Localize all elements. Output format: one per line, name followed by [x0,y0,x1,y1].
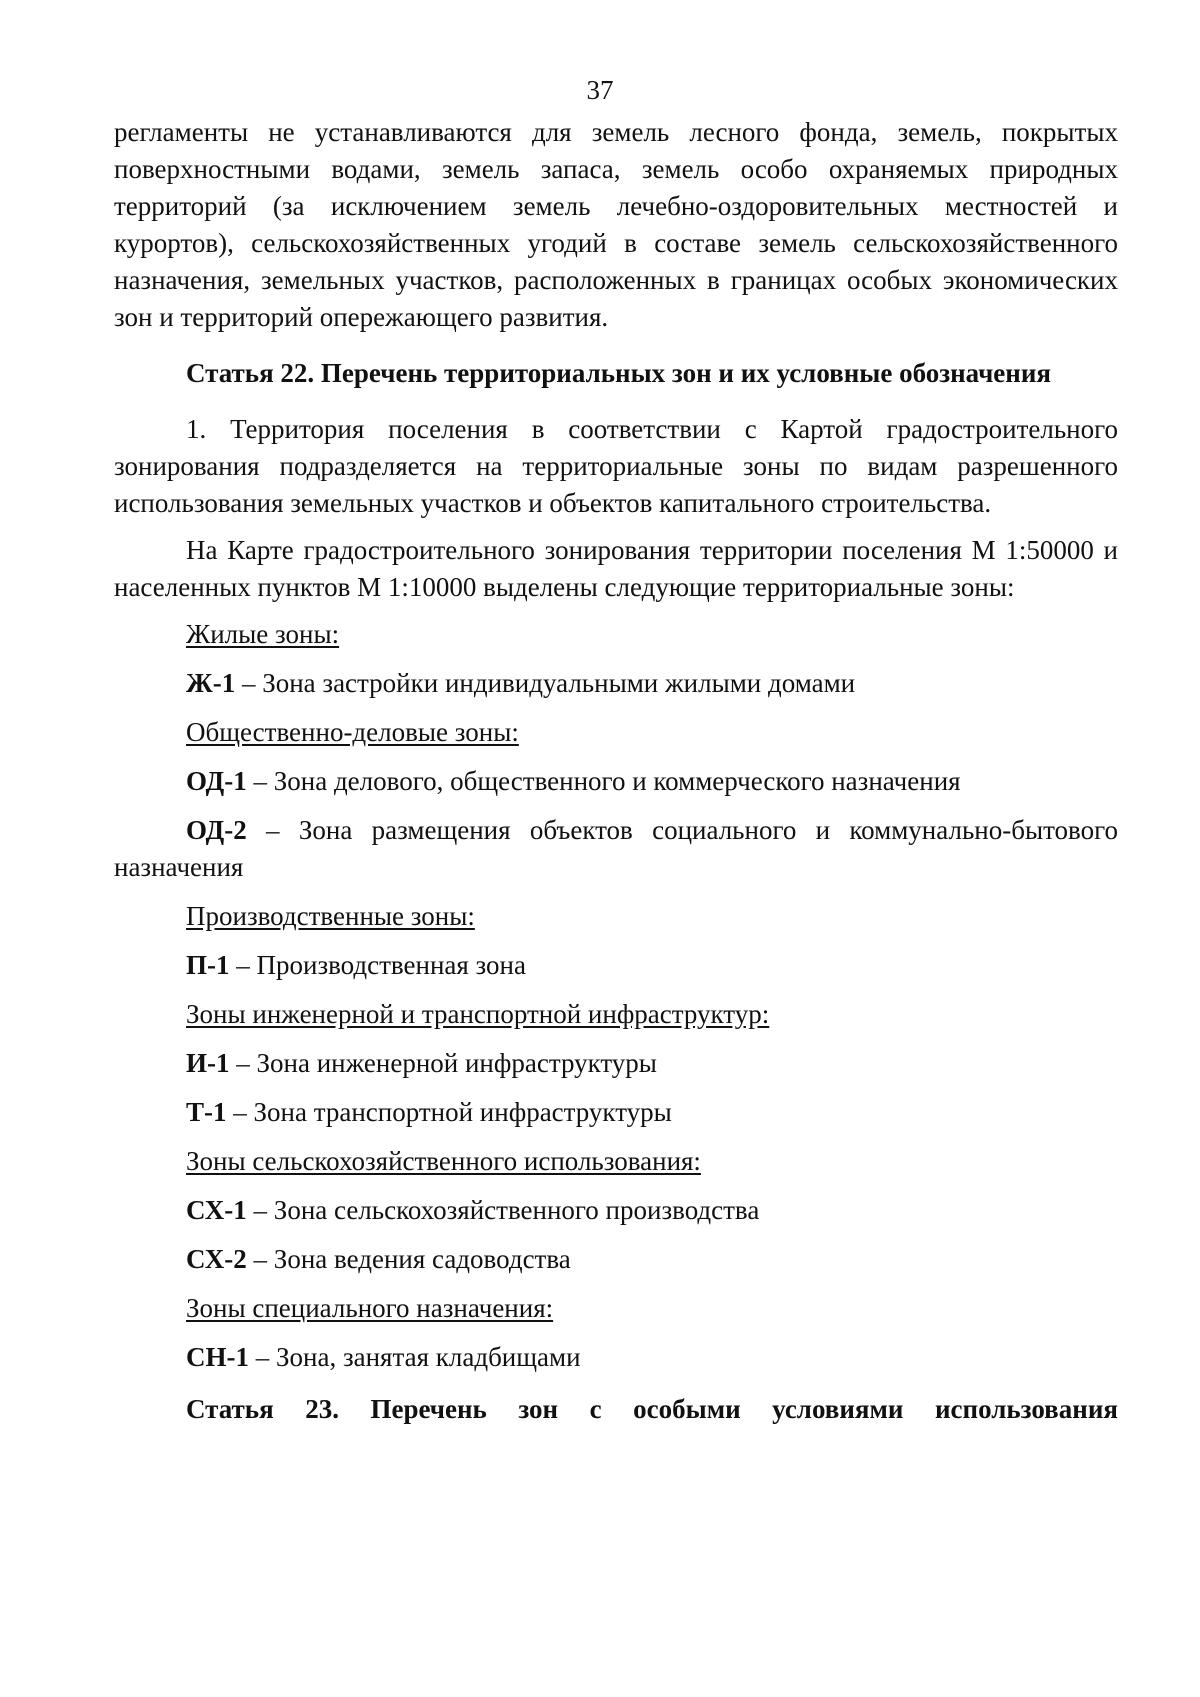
zone-code: ОД-2 [186,815,247,845]
zone-separator: – [229,1048,257,1078]
zone-item-i-1 [114,1045,1118,1082]
zone-group-title-special: Зоны специального назначения: [186,1293,554,1323]
zone-item-od-2 [114,812,1118,886]
zone-separator: – [246,1195,274,1225]
page-number: 37 [586,75,614,105]
zone-code: СХ-1 [186,1195,247,1225]
zone-group-title-public-business: Общественно-деловые зоны: [186,717,519,747]
zone-code: ОД-1 [186,766,247,796]
zone-item-od-1 [114,763,1118,800]
zone-code: СХ-2 [186,1244,247,1274]
zone-group-title-infrastructure: Зоны инженерной и транспортной инфраструктур: [186,999,770,1029]
zone-description: Зона сельскохозяйственного производства [273,1195,760,1225]
zone-description: Зона инженерной инфраструктуры [256,1048,657,1078]
intro-paragraph: регламенты не устанавливаются для земель лесного фонда, земель, покрытых поверхностными водами, земель запаса, земель особо охраняемых природных территорий (за исключением земель лечебно-оздоровительных местностей и курортов), сельскохозяйственных угодий в составе земель сельскохозяйственного назначения, земельных участков, расположенных в границах особых экономических зон и территорий опережающего развития. [114,117,1118,332]
zone-separator: – [226,1097,254,1127]
zone-item-zh-1 [114,665,1118,702]
zone-code: П-1 [186,950,230,980]
zone-item-p-1 [114,947,1118,984]
zone-description: Зона размещения объектов социального и коммунально-бытового назначения [114,815,1118,882]
zone-separator: – [246,766,274,796]
zone-description: Зона застройки индивидуальными жилыми домами [262,668,856,698]
zone-item-skh-2 [114,1241,1118,1278]
page-content [114,114,1118,1447]
zone-code: Ж-1 [186,668,236,698]
zone-group-title-agricultural: Зоны сельскохозяйственного использования: [186,1146,701,1176]
article-22-paragraph-1: 1. Территория поселения в соответствии с Картой градостроительного зонирования подразделяется на территориальные зоны по видам разрешенного использования земельных участков и объектов капитального строительства. [114,414,1118,518]
zone-description: Зона транспортной инфраструктуры [253,1097,672,1127]
zone-separator: – [235,668,263,698]
zone-description: Зона ведения садоводства [273,1244,571,1274]
zone-description: Зона делового, общественного и коммерческого назначения [273,766,961,796]
zone-description: Производственная зона [256,950,526,980]
article-23-heading: Статья 23. Перечень зон с особыми условиями использования [186,1394,1118,1424]
zone-code: И-1 [186,1048,230,1078]
zone-item-skh-1 [114,1192,1118,1229]
zone-separator: – [246,815,299,845]
article-22-paragraph-2: На Карте градостроительного зонирования территории поселения М 1:50000 и населенных пунктов М 1:10000 выделены следующие территориальные зоны: [114,535,1118,602]
zone-separator: – [229,950,257,980]
zone-item-t-1 [114,1094,1118,1131]
zone-group-title-residential: Жилые зоны: [186,619,340,649]
zone-code: СН-1 [186,1342,249,1372]
zone-group-title-industrial: Производственные зоны: [186,901,475,931]
zone-code: Т-1 [186,1097,227,1127]
article-22-heading: Статья 22. Перечень территориальных зон и их условные обозначения [186,358,1052,388]
zone-separator: – [246,1244,274,1274]
zone-item-sn-1 [114,1339,1118,1376]
zone-description: Зона, занятая кладбищами [276,1342,581,1372]
zone-separator: – [249,1342,276,1372]
